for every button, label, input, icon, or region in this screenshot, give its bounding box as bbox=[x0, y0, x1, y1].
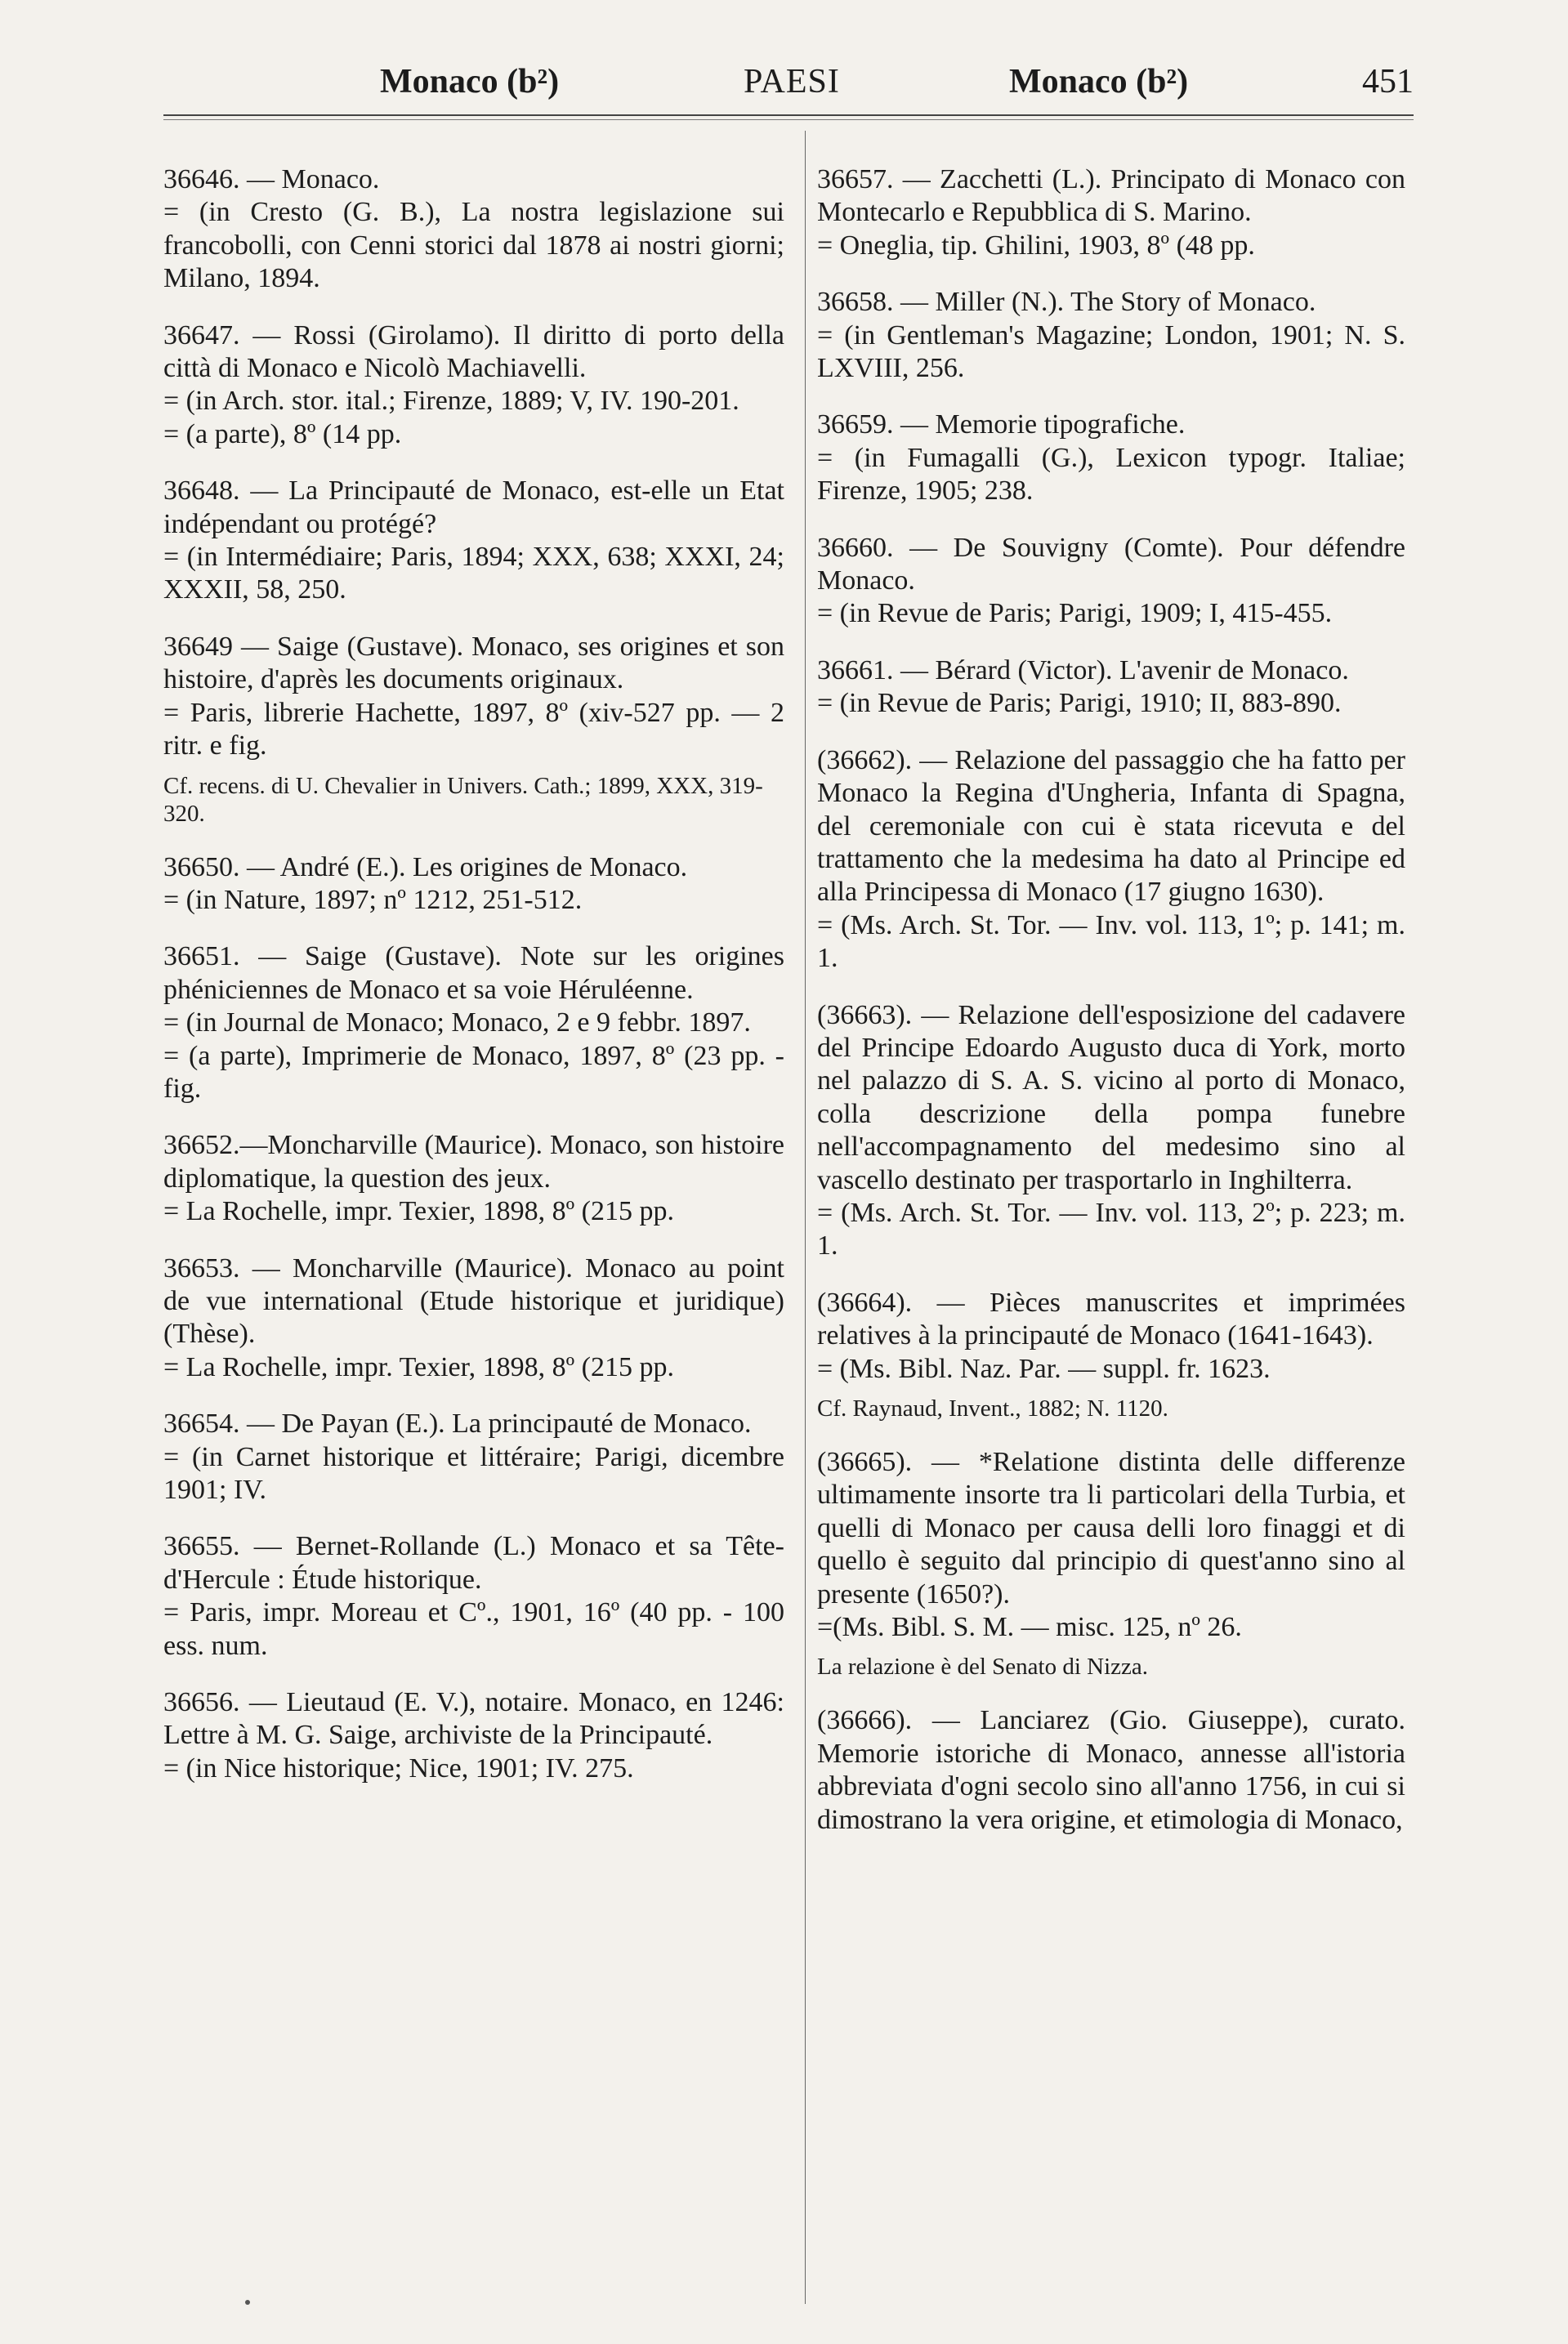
entry-text: 36649 — Saige (Gustave). Monaco, ses origines et son histoire, d'après les documents originaux. = Paris, librerie Hachette, 1897, 8º (xiv-527 pp. — 2 ritr. e fig. bbox=[163, 631, 784, 761]
entry-text: (36665). — *Relatione distinta delle differenze ultimamente insorte tra li particolari della Turbia, et quelli di Monaco per causa delli loro finaggi et di quello è seguito dal principio di quest'anno sino al presente (1650?). =(Ms. Bibl. S. M. — misc. 125, nº 26. bbox=[817, 1447, 1405, 1643]
header-right-title: Monaco (b²) bbox=[1009, 63, 1189, 100]
bibliography-entry bbox=[817, 532, 1405, 631]
entry-text: 36660. — De Souvigny (Comte). Pour défendre Monaco. = (in Revue de Paris; Parigi, 1909; I, 415-455. bbox=[817, 532, 1405, 629]
entry-text: 36651. — Saige (Gustave). Note sur les origines phéniciennes de Monaco et sa voie Héruléenne. = (in Journal de Monaco; Monaco, 2 e 9 febbr. 1897. = (a parte), Imprimerie de Monaco, 1897, 8º (23 pp. - fig. bbox=[163, 941, 784, 1104]
entry-text: 36657. — Zacchetti (L.). Principato di Monaco con Montecarlo e Repubblica di S. Marino. = Oneglia, tip. Ghilini, 1903, 8º (48 pp. bbox=[817, 164, 1405, 261]
bibliography-entry bbox=[163, 940, 784, 1105]
bibliography-entry bbox=[817, 744, 1405, 976]
entry-text: (36664). — Pièces manuscrites et imprimées relatives à la principauté de Monaco (1641-1643). = (Ms. Bibl. Naz. Par. — suppl. fr. 1623. bbox=[817, 1287, 1405, 1384]
citation-note: Cf. Raynaud, Invent., 1882; N. 1120. bbox=[817, 1395, 1168, 1422]
entry-text: 36661. — Bérard (Victor). L'avenir de Monaco. = (in Revue de Paris; Parigi, 1910; II, 883-890. bbox=[817, 654, 1349, 719]
entry-text: 36646. — Monaco. = (in Cresto (G. B.), La nostra legislazione sui francobolli, con Cenni storici dal 1878 ai nostri giorni; Milano, 1894. bbox=[163, 164, 784, 294]
header-left-title: Monaco (b²) bbox=[380, 63, 560, 100]
bibliography-entry bbox=[817, 1446, 1405, 1644]
citation-note: La relazione è del Senato di Nizza. bbox=[817, 1654, 1148, 1681]
bibliography-entry bbox=[163, 1686, 784, 1785]
bibliography-entry bbox=[817, 409, 1405, 507]
entry-text: (36666). — Lanciarez (Gio. Giuseppe), curato. Memorie istoriche di Monaco, annesse all'istoria abbreviata d'ogni secolo sino all'anno 1756, in cui si dimostrano la vera origine, et etimologia di Monaco, bbox=[817, 1705, 1413, 1835]
bibliography-entry bbox=[817, 999, 1405, 1263]
page-number: 451 bbox=[1362, 63, 1414, 100]
right-column bbox=[817, 163, 1413, 1860]
column-divider bbox=[805, 131, 806, 2304]
bibliography-entry bbox=[163, 475, 784, 607]
citation-note: Cf. recens. di U. Chevalier in Univers. Cath.; 1899, XXX, 319-320. bbox=[163, 772, 763, 827]
bibliography-entry bbox=[817, 1287, 1405, 1386]
entry-text: 36655. — Bernet-Rollande (L.) Monaco et sa Tête-d'Hercule : Étude historique. = Paris, impr. Moreau et Cº., 1901, 16º (40 pp. - 100 ess. num. bbox=[163, 1531, 784, 1661]
bibliography-entry bbox=[817, 286, 1405, 385]
entry-text: 36658. — Miller (N.). The Story of Monaco. = (in Gentleman's Magazine; London, 1901; N. S. LXVIII, 256. bbox=[817, 287, 1405, 384]
header-rule bbox=[163, 114, 1414, 116]
header-section: PAESI bbox=[744, 63, 840, 100]
bibliography-entry bbox=[163, 631, 784, 763]
bibliography-entry bbox=[163, 1408, 784, 1507]
entry-text: (36663). — Relazione dell'esposizione del cadavere del Principe Edoardo Augusto duca di York, morto nel palazzo di S. A. S. vicino al porto di Monaco, colla descrizione della pompa funebre nell'accompagnamento del medesimo sino al vascello destinato per trasportarlo in Inghilterra. = (Ms. Arch. St. Tor. — Inv. vol. 113, 2º; p. 223; m. 1. bbox=[817, 999, 1405, 1261]
bibliography-entry bbox=[163, 163, 784, 296]
entry-text: 36653. — Moncharville (Maurice). Monaco au point de vue international (Etude historique et juridique) (Thèse). = La Rochelle, impr. Texier, 1898, 8º (215 pp. bbox=[163, 1252, 784, 1382]
bibliography-entry bbox=[163, 1252, 784, 1385]
entry-text: 36659. — Memorie tipografiche. = (in Fumagalli (G.), Lexicon typogr. Italiae; Firenze, 1905; 238. bbox=[817, 409, 1405, 507]
bibliography-entry bbox=[817, 1704, 1413, 1837]
printer-mark bbox=[245, 2300, 250, 2305]
entry-text: 36654. — De Payan (E.). La principauté de Monaco. = (in Carnet historique et littéraire; Parigi, dicembre 1901; IV. bbox=[163, 1409, 784, 1505]
entry-text: 36647. — Rossi (Girolamo). Il diritto di porto della città di Monaco e Nicolò Machiavelli. = (in Arch. stor. ital.; Firenze, 1889; V, IV. 190-201. = (a parte), 8º (14 pp. bbox=[163, 319, 784, 449]
bibliography-entry bbox=[163, 319, 784, 452]
bibliography-entry bbox=[817, 163, 1405, 262]
entry-text: 36648. — La Principauté de Monaco, est-elle un Etat indépendant ou protégé? = (in Intermédiaire; Paris, 1894; XXX, 638; XXXI, 24; XXXII, 58, 250. bbox=[163, 475, 784, 605]
entry-text: 36656. — Lieutaud (E. V.), notaire. Monaco, en 1246: Lettre à M. G. Saige, archiviste de la Principauté. = (in Nice historique; Nice, 1901; IV. 275. bbox=[163, 1687, 784, 1784]
bibliography-entry bbox=[163, 851, 784, 918]
entry-text: 36650. — André (E.). Les origines de Monaco. = (in Nature, 1897; nº 1212, 251-512. bbox=[163, 851, 688, 915]
entry-text: 36652.—Moncharville (Maurice). Monaco, son histoire diplomatique, la question des jeux. = La Rochelle, impr. Texier, 1898, 8º (215 pp. bbox=[163, 1130, 784, 1227]
bibliography-entry bbox=[817, 654, 1405, 721]
left-column bbox=[163, 163, 784, 1809]
entry-text: (36662). — Relazione del passaggio che ha fatto per Monaco la Regina d'Ungheria, Infanta di Spagna, del ceremoniale con cui è stata ricevuta e del trattamento che la medesima ha dato al Principe ed alla Principessa di Monaco (17 giugno 1630). = (Ms. Arch. St. Tor. — Inv. vol. 113, 1º; p. 141; m. 1. bbox=[817, 744, 1405, 974]
bibliography-entry bbox=[163, 1530, 784, 1663]
header-rule-thin bbox=[163, 119, 1414, 120]
bibliography-entry bbox=[163, 1129, 784, 1228]
